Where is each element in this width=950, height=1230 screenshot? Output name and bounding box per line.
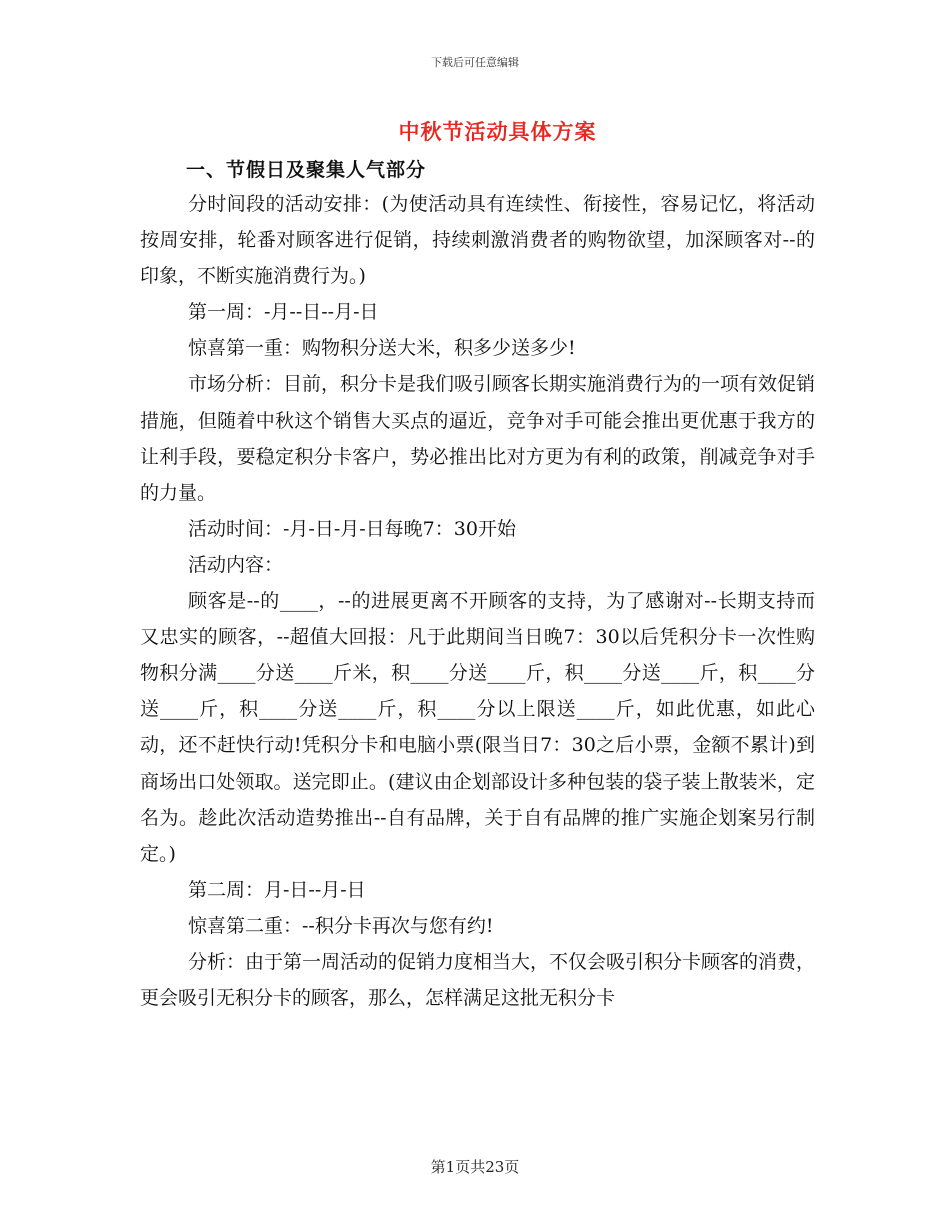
paragraph-surprise-one: 惊喜第一重：购物积分送大米，积多少送多少! (188, 337, 576, 360)
document-body (140, 186, 815, 1016)
paragraph-activity-content-label: 活动内容： (188, 553, 284, 576)
document-title: 中秋节活动具体方案 (398, 119, 597, 144)
paragraph-week-two: 第二周：月-日--月-日 (188, 878, 366, 901)
page-number: 第1页共23页 (430, 1158, 520, 1176)
paragraph-activity-time: 活动时间：-月-日-月-日每晚7：30开始 (188, 517, 516, 540)
paragraph-market-analysis: 市场分析：目前，积分卡是我们吸引顾客长期实施消费行为的一项有效促销措施，但随着中秋这个销售大买点的逼近，竞争对手可能会推出更优惠于我方的让利手段，要稳定积分卡客户，势必推出比对方更为有利的政策，削减竞争对手的力量。 (140, 373, 816, 504)
paragraph-schedule-intro: 分时间段的活动安排：(为使活动具有连续性、衔接性，容易记忆，将活动按周安排，轮番对顾客进行促销，持续刺激消费者的购物欲望，加深顾客对--的印象，不断实施消费行为。) (140, 193, 815, 288)
section-heading: 一、节假日及聚集人气部分 (186, 159, 427, 181)
paragraph-surprise-two: 惊喜第二重：--积分卡再次与您有约! (188, 914, 494, 937)
paragraph-activity-content: 顾客是--的____，--的进展更离不开顾客的支持，为了感谢对--长期支持而又忠实的顾客，--超值大回报：凡于此期间当日晚7：30以后凭积分卡一次性购物积分满____分送____斤米，积____分送____斤，积____分送____斤，积____分送____斤，积____分送____斤，积____分以上限送____斤，如此优惠，如此心动，还不赶快行动!凭积分卡和电脑小票(限当日7：30之后小票，金额不累计)到商场出口处领取。送完即止。(建议由企划部设计多种包装的袋子装上散装米，定名为。趁此次活动造势推出--自有品牌，关于自有品牌的推广实施企划案另行制定。) (140, 590, 815, 865)
paragraph-week-one: 第一周：-月--日--月-日 (188, 301, 379, 324)
page-header-note: 下载后可任意编辑 (431, 56, 519, 69)
paragraph-analysis: 分析：由于第一周活动的促销力度相当大，不仅会吸引积分卡顾客的消费，更会吸引无积分卡的顾客，那么，怎样满足这批无积分卡 (140, 950, 816, 1010)
